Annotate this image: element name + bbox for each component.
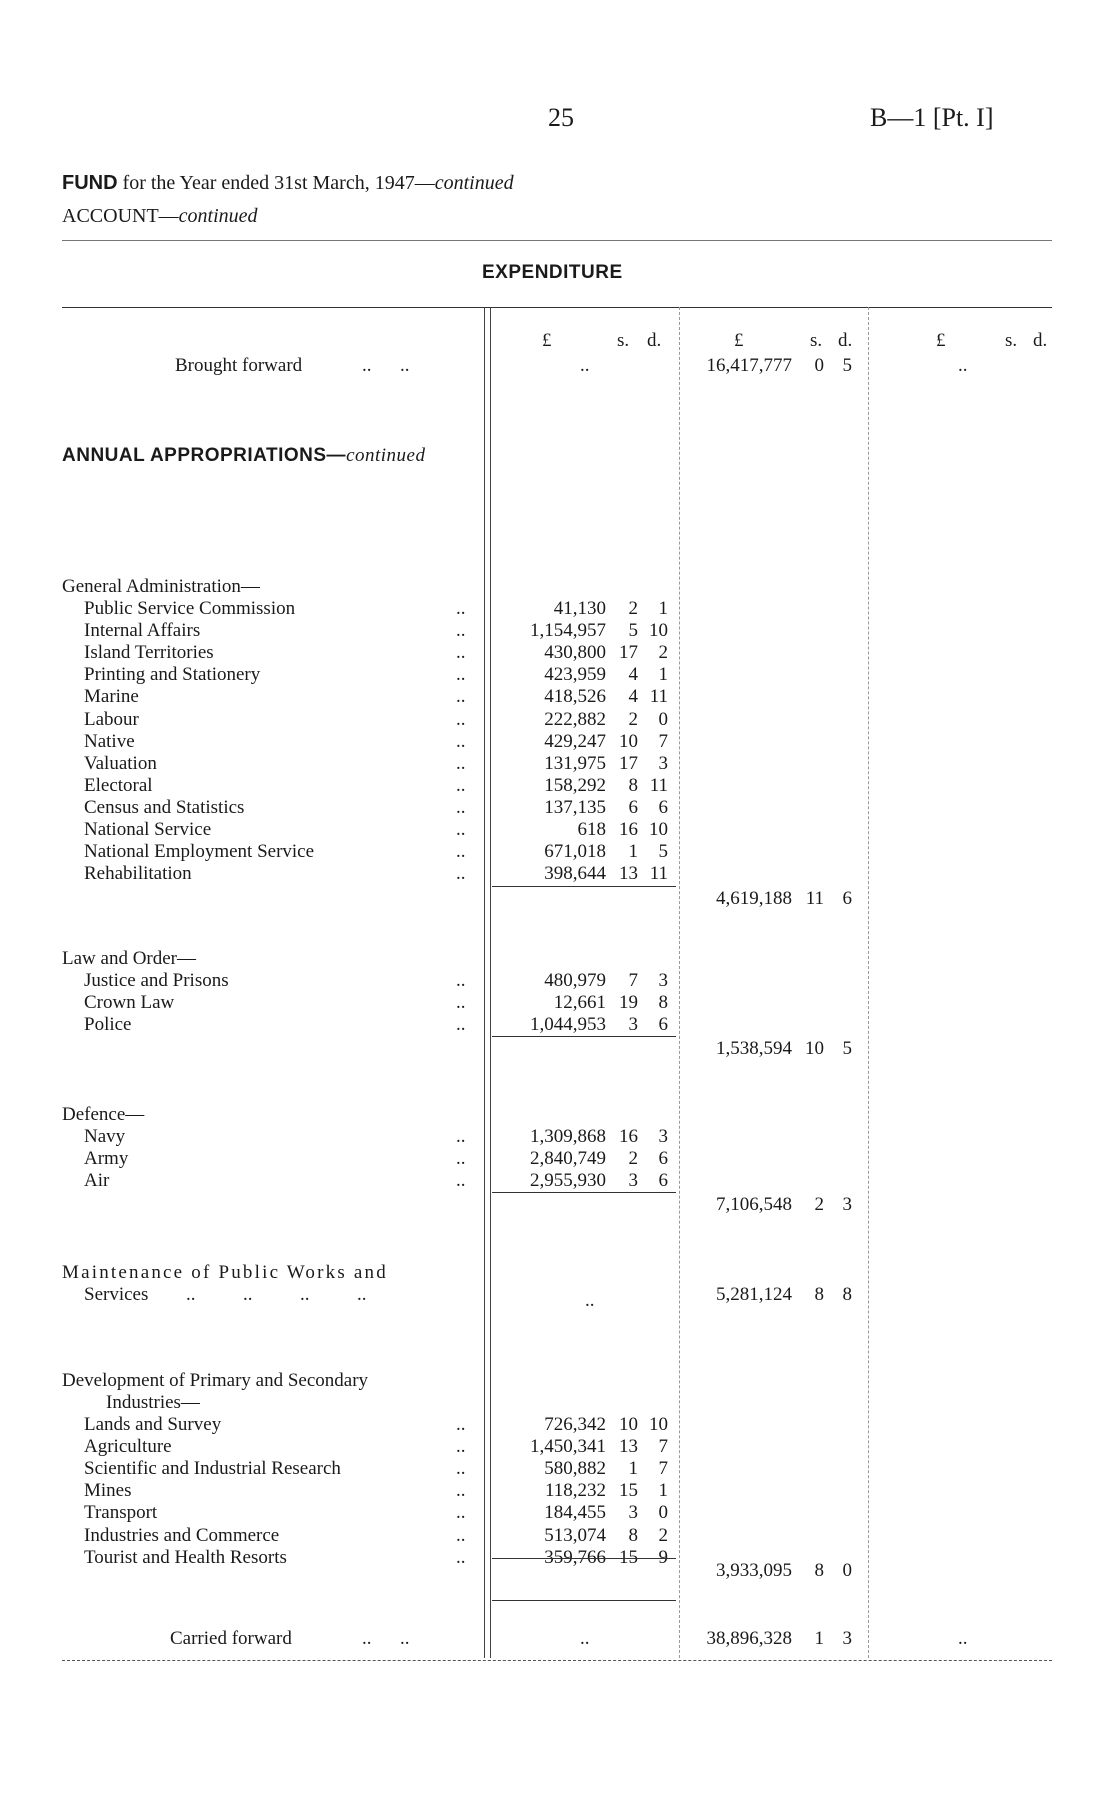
general-total-s: 11 bbox=[805, 888, 824, 909]
document-reference: B—1 [Pt. I] bbox=[870, 103, 994, 132]
title-bold: FUND bbox=[62, 172, 118, 194]
row-pounds: 423,959 bbox=[544, 664, 606, 685]
brought-forward-total: 16,417,777 bbox=[706, 355, 792, 376]
defence-total-s: 2 bbox=[814, 1194, 824, 1215]
row-leaders: .. bbox=[456, 1014, 466, 1035]
row-pence: 3 bbox=[658, 753, 668, 774]
law-subtotal-rule bbox=[492, 1036, 676, 1037]
row-shillings: 15 bbox=[619, 1480, 638, 1501]
table-row-label: National Employment Service bbox=[84, 841, 315, 862]
row-leaders: .. bbox=[456, 992, 466, 1013]
table-row-label: Police bbox=[84, 1014, 132, 1035]
row-leaders: .. bbox=[456, 753, 466, 774]
row-shillings: 4 bbox=[628, 686, 638, 707]
row-pounds: 429,247 bbox=[544, 731, 606, 752]
works-total-d: 8 bbox=[842, 1284, 852, 1305]
row-pence: 11 bbox=[649, 863, 668, 884]
row-shillings: 3 bbox=[628, 1014, 638, 1035]
rule-bottom bbox=[62, 1660, 1052, 1661]
table-row-label: Island Territories bbox=[84, 642, 214, 663]
row-shillings: 3 bbox=[628, 1502, 638, 1523]
subtitle-text: ACCOUNT— bbox=[62, 205, 179, 227]
row-leaders: .. bbox=[456, 1170, 466, 1191]
row-shillings: 3 bbox=[628, 1170, 638, 1191]
row-leaders: .. bbox=[456, 598, 466, 619]
table-row-label: Public Service Commission bbox=[84, 598, 296, 619]
table-row-label: Justice and Prisons bbox=[84, 970, 229, 991]
row-pence: 8 bbox=[658, 992, 668, 1013]
row-pence: 1 bbox=[658, 664, 668, 685]
row-pence: 1 bbox=[658, 1480, 668, 1501]
row-shillings: 2 bbox=[628, 1148, 638, 1169]
row-shillings: 15 bbox=[619, 1547, 638, 1568]
row-shillings: 13 bbox=[619, 863, 638, 884]
row-pounds: 480,979 bbox=[544, 970, 606, 991]
carried-forward-total: 38,896,328 bbox=[706, 1628, 792, 1649]
col3-d-header: d. bbox=[1033, 330, 1048, 351]
development-total-d: 0 bbox=[842, 1560, 852, 1581]
row-leaders: .. bbox=[456, 1148, 466, 1169]
table-row-label: Navy bbox=[84, 1126, 126, 1147]
row-shillings: 8 bbox=[628, 1525, 638, 1546]
row-leaders: .. bbox=[456, 841, 466, 862]
row-pounds: 359,766 bbox=[544, 1547, 606, 1568]
row-pounds: 1,154,957 bbox=[530, 620, 606, 641]
row-pounds: 671,018 bbox=[544, 841, 606, 862]
row-pounds: 2,840,749 bbox=[530, 1148, 606, 1169]
defence-heading: Defence— bbox=[62, 1104, 145, 1125]
row-leaders: .. bbox=[456, 970, 466, 991]
row-leaders: .. bbox=[456, 731, 466, 752]
row-pounds: 1,450,341 bbox=[530, 1436, 606, 1457]
title-continued: continued bbox=[434, 172, 514, 194]
page-number: 25 bbox=[548, 103, 574, 132]
table-row-label: Scientific and Industrial Research bbox=[84, 1458, 341, 1479]
row-pence: 2 bbox=[658, 1525, 668, 1546]
row-shillings: 6 bbox=[628, 797, 638, 818]
defence-total: 7,106,548 bbox=[716, 1194, 792, 1215]
rule-header bbox=[62, 307, 1052, 308]
row-shillings: 5 bbox=[628, 620, 638, 641]
development-heading: Development of Primary and Secondary bbox=[62, 1370, 369, 1391]
row-shillings: 1 bbox=[628, 841, 638, 862]
row-pence: 10 bbox=[649, 620, 668, 641]
row-shillings: 2 bbox=[628, 598, 638, 619]
development-total: 3,933,095 bbox=[716, 1560, 792, 1581]
carried-forward-d: 3 bbox=[842, 1628, 852, 1649]
works-total: 5,281,124 bbox=[716, 1284, 792, 1305]
carried-forward-col1: .. bbox=[580, 1628, 590, 1649]
row-leaders: .. bbox=[456, 1436, 466, 1457]
rule-carried-forward-col1 bbox=[492, 1600, 676, 1601]
general-subtotal-rule bbox=[492, 886, 676, 887]
law-total-s: 10 bbox=[805, 1038, 824, 1059]
row-pounds: 118,232 bbox=[544, 1480, 606, 1501]
row-leaders: .. bbox=[456, 664, 466, 685]
row-pence: 9 bbox=[658, 1547, 668, 1568]
row-pounds: 158,292 bbox=[544, 775, 606, 796]
row-pence: 0 bbox=[658, 709, 668, 730]
development-total-s: 8 bbox=[814, 1560, 824, 1581]
table-row-label: Labour bbox=[84, 709, 139, 730]
row-pounds: 1,309,868 bbox=[530, 1126, 606, 1147]
table-row-label: Tourist and Health Resorts bbox=[84, 1547, 287, 1568]
row-pounds: 726,342 bbox=[544, 1414, 606, 1435]
page-title bbox=[62, 172, 514, 195]
row-shillings: 13 bbox=[619, 1436, 638, 1457]
col2-d-header: d. bbox=[838, 330, 853, 351]
col3-pound-header: £ bbox=[936, 330, 946, 351]
row-shillings: 17 bbox=[619, 753, 638, 774]
row-leaders: .. bbox=[456, 709, 466, 730]
row-shillings: 16 bbox=[619, 1126, 638, 1147]
row-shillings: 19 bbox=[619, 992, 638, 1013]
column-divider-1b bbox=[490, 307, 491, 1658]
works-leaders: .. .. .. .. bbox=[186, 1284, 367, 1305]
row-pence: 1 bbox=[658, 598, 668, 619]
development-subtotal-rule bbox=[492, 1558, 676, 1559]
table-row-label: Marine bbox=[84, 686, 139, 707]
row-leaders: .. bbox=[456, 1458, 466, 1479]
col3-s-header: s. bbox=[1005, 330, 1018, 351]
row-pence: 10 bbox=[649, 819, 668, 840]
row-shillings: 10 bbox=[619, 1414, 638, 1435]
table-row-label: Valuation bbox=[84, 753, 157, 774]
table-row-label: Agriculture bbox=[84, 1436, 172, 1457]
brought-forward-s: 0 bbox=[814, 355, 824, 376]
row-shillings: 1 bbox=[628, 1458, 638, 1479]
column-divider-2 bbox=[679, 307, 680, 1658]
row-pounds: 513,074 bbox=[544, 1525, 606, 1546]
row-pounds: 398,644 bbox=[544, 863, 606, 884]
general-total: 4,619,188 bbox=[716, 888, 792, 909]
row-leaders: .. bbox=[456, 819, 466, 840]
row-pence: 2 bbox=[658, 642, 668, 663]
row-leaders: .. bbox=[456, 1414, 466, 1435]
table-row-label: Rehabilitation bbox=[84, 863, 192, 884]
table-row-label: Air bbox=[84, 1170, 110, 1191]
row-pounds: 131,975 bbox=[544, 753, 606, 774]
row-shillings: 8 bbox=[628, 775, 638, 796]
law-heading: Law and Order— bbox=[62, 948, 197, 969]
law-total: 1,538,594 bbox=[716, 1038, 792, 1059]
table-row-label: Crown Law bbox=[84, 992, 175, 1013]
col1-s-header: s. bbox=[617, 330, 630, 351]
general-total-d: 6 bbox=[842, 888, 852, 909]
row-pounds: 418,526 bbox=[544, 686, 606, 707]
row-pence: 10 bbox=[649, 1414, 668, 1435]
row-pence: 6 bbox=[658, 1148, 668, 1169]
row-pence: 7 bbox=[658, 731, 668, 752]
row-pounds: 12,661 bbox=[553, 992, 606, 1013]
row-leaders: .. bbox=[456, 797, 466, 818]
row-pounds: 580,882 bbox=[544, 1458, 606, 1479]
brought-forward-col3: .. bbox=[958, 355, 968, 376]
row-leaders: .. bbox=[456, 863, 466, 884]
annual-heading-continued: continued bbox=[346, 445, 426, 466]
row-pence: 7 bbox=[658, 1458, 668, 1479]
brought-forward-leaders: .. .. bbox=[362, 355, 410, 376]
development-heading-cont: Industries— bbox=[106, 1392, 200, 1413]
annual-appropriations-heading bbox=[62, 445, 426, 467]
subtitle-continued: continued bbox=[178, 205, 258, 227]
carried-forward-leaders: .. .. bbox=[362, 1628, 410, 1649]
annual-heading-text: ANNUAL APPROPRIATIONS— bbox=[62, 445, 347, 466]
section-heading: EXPENDITURE bbox=[482, 262, 623, 283]
row-pounds: 1,044,953 bbox=[530, 1014, 606, 1035]
defence-subtotal-rule bbox=[492, 1192, 676, 1193]
table-row-label: Electoral bbox=[84, 775, 153, 796]
works-heading-line1: Maintenance of Public Works and bbox=[62, 1262, 388, 1283]
row-pounds: 184,455 bbox=[544, 1502, 606, 1523]
law-total-d: 5 bbox=[842, 1038, 852, 1059]
row-pence: 3 bbox=[658, 1126, 668, 1147]
row-shillings: 16 bbox=[619, 819, 638, 840]
row-leaders: .. bbox=[456, 620, 466, 641]
page-subtitle bbox=[62, 205, 258, 228]
table-row-label: Native bbox=[84, 731, 135, 752]
row-pence: 0 bbox=[658, 1502, 668, 1523]
row-shillings: 2 bbox=[628, 709, 638, 730]
row-pounds: 41,130 bbox=[553, 598, 606, 619]
row-leaders: .. bbox=[456, 775, 466, 796]
row-pence: 11 bbox=[649, 775, 668, 796]
brought-forward-d: 5 bbox=[842, 355, 852, 376]
table-row-label: Lands and Survey bbox=[84, 1414, 222, 1435]
col1-pound-header: £ bbox=[542, 330, 552, 351]
row-pounds: 618 bbox=[577, 819, 606, 840]
works-heading-line2: Services bbox=[84, 1284, 149, 1305]
row-shillings: 4 bbox=[628, 664, 638, 685]
row-pounds: 430,800 bbox=[544, 642, 606, 663]
row-pence: 6 bbox=[658, 797, 668, 818]
row-leaders: .. bbox=[456, 1502, 466, 1523]
table-row-label: Printing and Stationery bbox=[84, 664, 261, 685]
carried-forward-col3: .. bbox=[958, 1628, 968, 1649]
works-total-s: 8 bbox=[814, 1284, 824, 1305]
row-pence: 6 bbox=[658, 1170, 668, 1191]
col2-pound-header: £ bbox=[734, 330, 744, 351]
row-leaders: .. bbox=[456, 1547, 466, 1568]
row-pence: 5 bbox=[658, 841, 668, 862]
title-text: for the Year ended 31st March, 1947— bbox=[117, 172, 435, 194]
row-pence: 11 bbox=[649, 686, 668, 707]
row-leaders: .. bbox=[456, 686, 466, 707]
table-row-label: Army bbox=[84, 1148, 129, 1169]
carried-forward-s: 1 bbox=[814, 1628, 824, 1649]
row-leaders: .. bbox=[456, 1126, 466, 1147]
row-leaders: .. bbox=[456, 642, 466, 663]
row-shillings: 7 bbox=[628, 970, 638, 991]
row-leaders: .. bbox=[456, 1480, 466, 1501]
carried-forward-label: Carried forward bbox=[170, 1628, 292, 1649]
row-pounds: 137,135 bbox=[544, 797, 606, 818]
brought-forward-label: Brought forward bbox=[175, 355, 303, 376]
col2-s-header: s. bbox=[810, 330, 823, 351]
column-divider-3 bbox=[868, 307, 869, 1658]
row-pounds: 222,882 bbox=[544, 709, 606, 730]
row-pence: 3 bbox=[658, 970, 668, 991]
row-shillings: 17 bbox=[619, 642, 638, 663]
table-row-label: Transport bbox=[84, 1502, 158, 1523]
table-row-label: Internal Affairs bbox=[84, 620, 201, 641]
table-row-label: National Service bbox=[84, 819, 212, 840]
rule-top bbox=[62, 240, 1052, 241]
table-row-label: Census and Statistics bbox=[84, 797, 245, 818]
table-row-label: Industries and Commerce bbox=[84, 1525, 280, 1546]
general-heading: General Administration— bbox=[62, 576, 260, 597]
brought-forward-col1: .. bbox=[580, 355, 590, 376]
row-leaders: .. bbox=[456, 1525, 466, 1546]
table-row-label: Mines bbox=[84, 1480, 132, 1501]
works-col1: .. bbox=[585, 1290, 595, 1311]
row-pence: 7 bbox=[658, 1436, 668, 1457]
column-divider-1 bbox=[484, 307, 485, 1658]
row-shillings: 10 bbox=[619, 731, 638, 752]
row-pounds: 2,955,930 bbox=[530, 1170, 606, 1191]
row-pence: 6 bbox=[658, 1014, 668, 1035]
col1-d-header: d. bbox=[647, 330, 662, 351]
defence-total-d: 3 bbox=[842, 1194, 852, 1215]
